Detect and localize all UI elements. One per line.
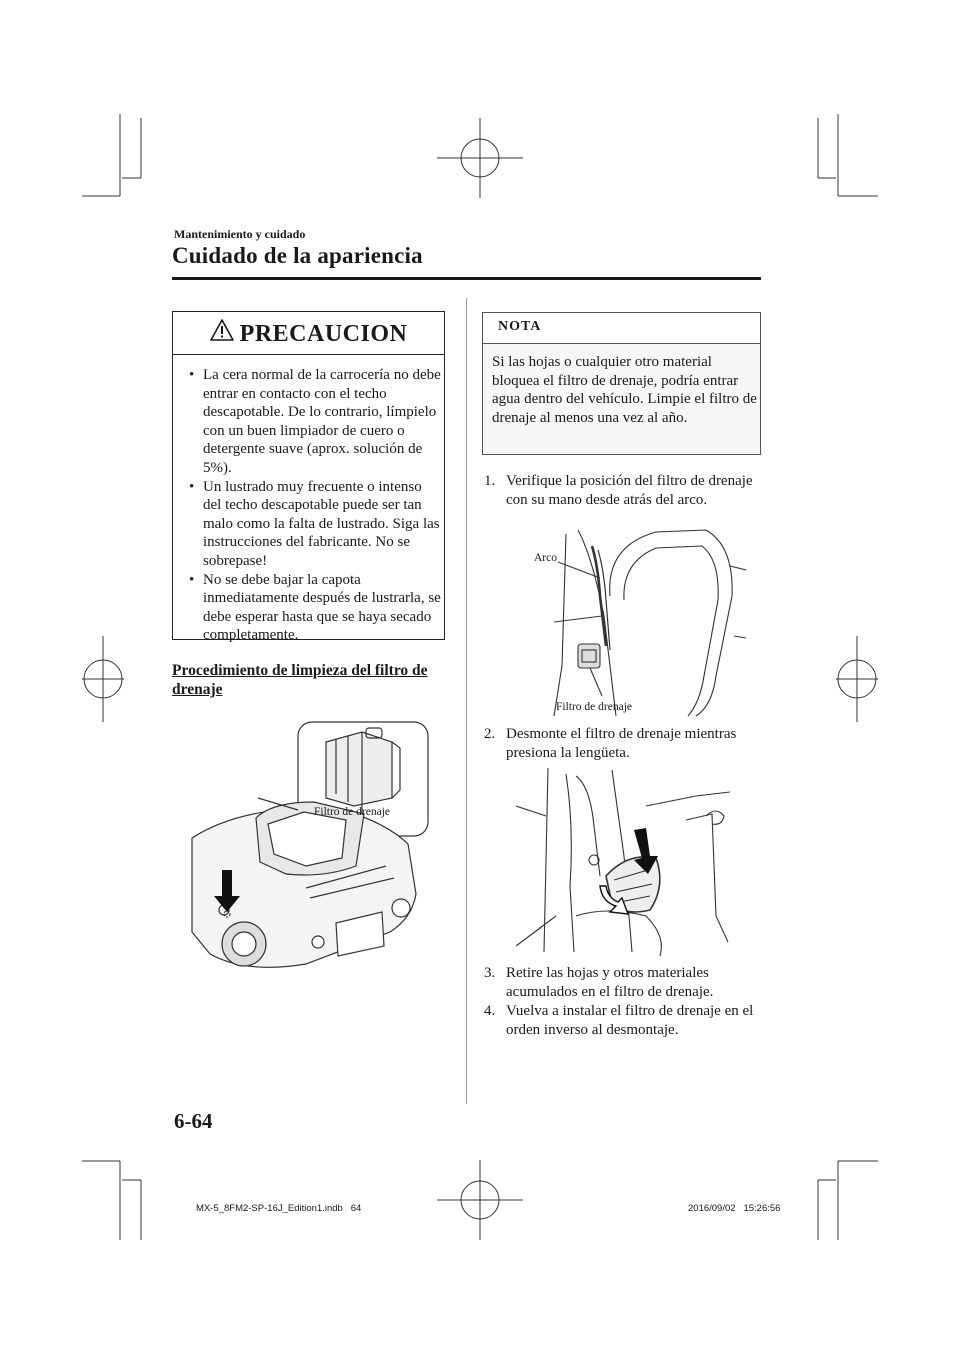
caution-item: • Un lustrado muy frecuente o intenso del techo descapotable puede ser tan malo como la falta de lustrado. Siga las instrucciones del fabricante. No se sobrepase! bbox=[189, 478, 440, 569]
caution-header bbox=[173, 312, 444, 355]
caution-item: • No se debe bajar la capota inmediatamente después de lustrarla, se debe esperar hasta que se haya secado completamente. bbox=[189, 571, 441, 644]
step-3: 3. Retire las hojas y otros materiales acumulados en el filtro de drenaje. bbox=[484, 965, 714, 1000]
footer-date: 2016/09/02 15:26:56 bbox=[688, 1203, 781, 1214]
section-label: Mantenimiento y cuidado bbox=[174, 227, 306, 241]
caution-box bbox=[172, 311, 445, 644]
column-divider bbox=[466, 298, 467, 1104]
procedure-heading: Procedimiento de limpieza del filtro de drenaje bbox=[172, 662, 428, 698]
car-figure-label: Filtro de drenaje bbox=[314, 806, 391, 818]
page-title: Cuidado de la apariencia bbox=[172, 243, 423, 268]
footer-file: MX-5_8FM2-SP-16J_Edition1.indb 64 bbox=[196, 1203, 362, 1214]
caution-title: PRECAUCION bbox=[239, 321, 408, 347]
step-4: 4. Vuelva a instalar el filtro de drenaje en el orden inverso al desmontaje. bbox=[484, 1003, 754, 1038]
step-2: 2. Desmonte el filtro de drenaje mientras presiona la lengüeta. bbox=[484, 726, 737, 761]
note-header bbox=[483, 313, 760, 344]
seat-filter-label: Filtro de drenaje bbox=[556, 701, 633, 713]
note-text: Si las hojas o cualquier otro material bloquea el filtro de drenaje, podría entrar agua dentro del vehículo. Limpie el filtro de drenaje al menos una vez al año. bbox=[492, 354, 757, 426]
caution-list bbox=[185, 366, 441, 645]
seat-arch-figure bbox=[506, 526, 746, 718]
note-title: NOTA bbox=[498, 319, 542, 334]
page-number: 6-64 bbox=[174, 1109, 213, 1133]
remove-filter-figure bbox=[516, 766, 732, 958]
title-rule bbox=[172, 277, 761, 280]
step-1: 1. Verifique la posición del filtro de drenaje con su mano desde atrás del arco. bbox=[484, 473, 753, 508]
note-box bbox=[482, 312, 761, 455]
warning-triangle-icon bbox=[210, 319, 234, 346]
car-drain-filter-figure bbox=[186, 718, 434, 980]
caution-item: • La cera normal de la carrocería no debe entrar en contacto con el techo descapotable. De lo contrario, límpielo con un buen limpiador de cuero o detergente suave (aprox. solución de 5%). bbox=[189, 367, 441, 476]
arch-label: Arco bbox=[534, 552, 557, 564]
